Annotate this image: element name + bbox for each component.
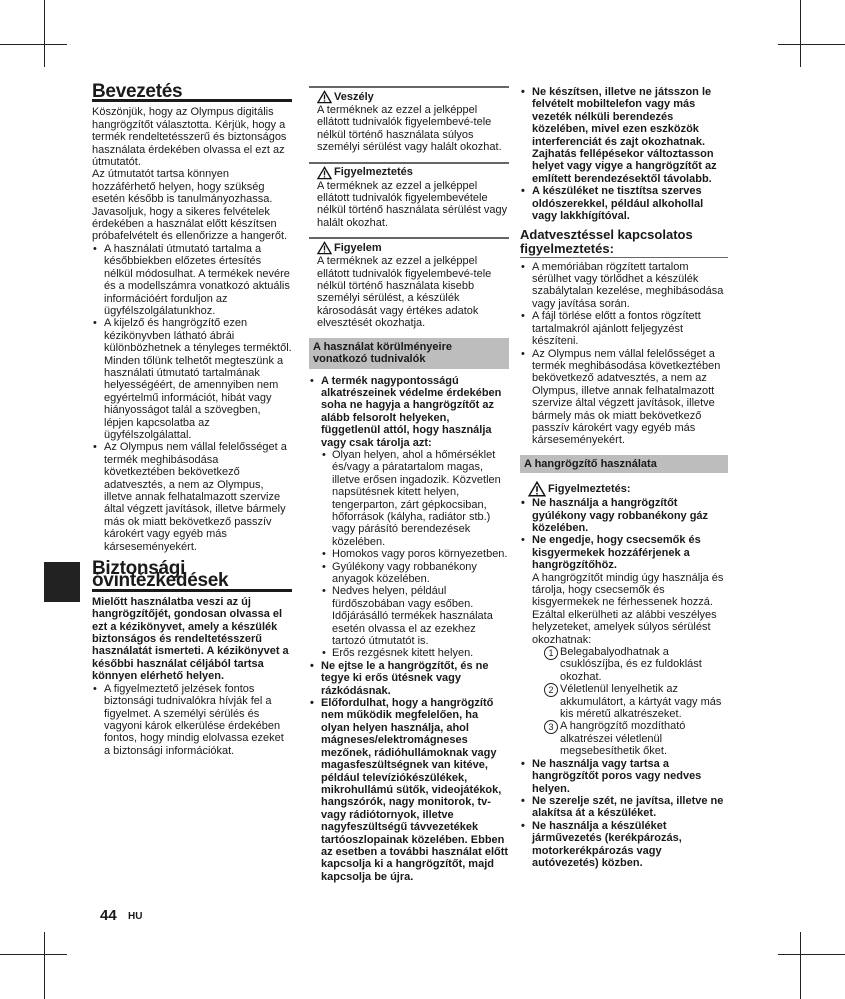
- intro-paragraph: Köszönjük, hogy az Olympus digitális hangrögzítőt választotta. Kérjük, hogy a termék rendeltetésszerű és biztonságos használata érdekében olvassa el ezt az útmutatót.: [92, 106, 287, 169]
- numbered-item: [544, 720, 728, 757]
- intro-paragraph-2: Az útmutatót tartsa könnyen hozzáférhető helyen, hogy szükség esetén később is tanulmányozhassa.: [92, 168, 273, 206]
- warning-label: Figyelmeztetés: [334, 166, 413, 179]
- recorder-warnings: [520, 497, 728, 869]
- sub-list-item: • Olyan helyen, ahol a hőmérséklet és/vagy a páratartalom magas, illetve erősen ingadozik. Közvetlen napsütésnek kitett helyen, tengerparton, zárt gépkocsiban, hőforrások (kályha, radiátor stb.) vagy párásító berendezések közelében.: [321, 449, 509, 548]
- circled-number: 1: [544, 646, 558, 660]
- list-item: • Az Olympus nem vállal felelősséget a termék meghibásodása következtében bekövetkező adatvesztés, a nem az Olympus, illetve annak felhatalmazott szervize által végzett javítások, illetve bármely más ok miatt bekövetkező passzív károkért vagy egyéb más kárseseményekért.: [92, 441, 292, 553]
- chapter-tab: [44, 562, 80, 602]
- warning-triangle-icon: [317, 166, 332, 180]
- sub-list-item: • Homokos vagy poros környezetben.: [321, 548, 509, 560]
- list-item: • A használati útmutató tartalma a későbbiekben előzetes értesítés nélkül módosulhat. A termékek nevére és a modellszámra vonatkozó aktuális információért forduljon az ügyfélszolgálatunkhoz.: [92, 243, 292, 317]
- list-item: • Ne készítsen, illetve ne játsszon le felvételt mobiltelefon vagy más vezeték nélküli berendezés közelében, mivel ezen eszközök interferenciát és zajt okozhatnak. Zajhatás fellépésekor változtasson helyet vagy vigye a hangrögzítőt az említett berendezésektől távolabb.: [520, 86, 728, 185]
- list-item: • A memóriában rögzített tartalom sérülhet vagy törlődhet a készülék szabálytalan kezelése, meghibásodása vagy javítása során.: [520, 261, 728, 311]
- list-item: • Ne használja vagy tartsa a hangrögzítőt poros vagy nedves helyen.: [520, 758, 728, 795]
- sub-list-item: • Nedves helyen, például fürdőszobában vagy esőben. Időjárásálló termékek használata esetén olvassa el az ezekhez tartozó útmutatót is.: [321, 585, 509, 647]
- numbered-item-text: Belegabalyodhatnak a csuklószíjba, és ez fuldoklást okozhat.: [560, 646, 702, 683]
- warning-label: Figyelem: [334, 242, 382, 255]
- warning-text: A terméknek az ezzel a jelképpel ellátott tudnivalók figyelembevétele nélkül történő használata sérülést vagy halált okozhat.: [317, 179, 508, 229]
- warning-text: A terméknek az ezzel a jelképpel ellátott tudnivalók figyelembevé-tele nélkül történő használata súlyos személyi sérülést vagy halált okozhat.: [317, 104, 502, 154]
- list-item: • Ne használja a hangrögzítőt gyúlékony vagy robbanékony gáz közelében.: [520, 497, 728, 534]
- warning-box-warning: [309, 162, 509, 230]
- list-item: • Ne szerelje szét, ne javítsa, illetve ne alakítsa át a készüléket.: [520, 795, 728, 820]
- section-title-safety: Biztonsági óvintézkedések: [92, 563, 292, 592]
- safety-intro: Mielőtt használatba veszi az új hangrögzítőjét, gondosan olvassa el ezt a kézikönyvet, amely a készülék biztonságos és rendeltetésszerű használatát ismerteti. A kézikönyvet a későbbi használat céljából tartsa könnyen elérhető helyen.: [92, 595, 289, 683]
- warning-item-title: • Ne engedje, hogy csecsemők és kisgyermekek hozzáférjenek a hangrögzítőhöz.: [532, 534, 701, 572]
- warning-heading: [520, 481, 728, 497]
- section-heading-usage: A használat körülményeire vonatkozó tudnivalók: [309, 338, 509, 369]
- list-item: • A kijelző és hangrögzítő ezen kézikönyvben látható ábrái különbözhetnek a tényleges terméktől. Minden tőlünk telhetőt megteszünk a használati útmutató tartalmának helyességéért, de amennyiben nem egyértelmű információt, hibát vagy hiányosságot talál a szövegben, lépjen kapcsolatba az ügyfélszolgálattal.: [92, 317, 292, 441]
- sub-list-item: • Erős rezgésnek kitett helyen.: [321, 647, 509, 659]
- data-loss-bullets: [520, 261, 728, 447]
- usage-bullets: [309, 375, 509, 884]
- circled-number: 2: [544, 683, 558, 697]
- numbered-item-text: Véletlenül lenyelhetik az akkumulátort, a kártyát vagy más kis méretű alkatrészeket.: [560, 683, 722, 721]
- data-loss-heading: Adatvesztéssel kapcsolatos figyelmeztetés:: [520, 228, 728, 257]
- column-1: [92, 81, 292, 757]
- page-number: 44: [100, 907, 117, 924]
- numbered-list: [532, 646, 728, 758]
- sub-list: [321, 449, 509, 660]
- warning-label: Figyelmeztetés:: [548, 482, 631, 495]
- numbered-item: [544, 683, 728, 720]
- column-2: [309, 86, 509, 883]
- safety-bullets: [92, 683, 292, 757]
- intro-bullets: [92, 243, 292, 553]
- warning-box-danger: [309, 86, 509, 154]
- list-item: • Ne használja a készüléket járművezetés (kerékpározás, motorkerékpározás vagy autóvezetés) közben.: [520, 820, 728, 870]
- usage-bullet-text: • A termék nagypontosságú alkatrészeinek védelme érdekében soha ne hagyja a hangrögzítőt az alább felsorolt helyeken, függetlenül attól, hogy használja vagy csak tárolja azt:: [321, 374, 502, 449]
- sub-list-item: • Gyúlékony vagy robbanékony anyagok közelében.: [321, 561, 509, 586]
- intro-paragraph-3: Javasoljuk, hogy a sikeres felvételek érdekében a használat előtt készítsen próbafelvételt és ellenőrizze a hangerőt.: [92, 205, 288, 243]
- warning-text: A terméknek az ezzel a jelképpel ellátott tudnivalók figyelembevé-tele nélkül történő használata kisebb személyi sérülést, a készülék károsodását vagy értékes adatok elvesztését okozhatja.: [317, 255, 492, 330]
- warning-triangle-icon: [528, 481, 546, 497]
- language-code: HU: [128, 911, 143, 922]
- list-item: • A fájl törlése előtt a fontos rögzített tartalmakról ajánlott feljegyzést készíteni.: [520, 310, 728, 347]
- warning-triangle-icon: [317, 90, 332, 104]
- page-title: Bevezetés: [92, 86, 292, 102]
- warning-box-caution: [309, 237, 509, 329]
- column-3: [520, 86, 728, 869]
- numbered-item: [544, 646, 728, 683]
- list-item: [309, 375, 509, 660]
- section-heading-recorder: A hangrögzítő használata: [520, 455, 728, 473]
- warning-label: Veszély: [334, 90, 374, 103]
- list-item: • Előfordulhat, hogy a hangrögzítő nem működik megfelelően, ha olyan helyen használja, ahol mágneses/elektromágneses mezőnek, rádióhullámoknak vagy magasfeszültségnek van kitéve, például televíziókészülékek, mikrohullámú sütők, videojátékok, hangszórók, nagy monitorok, tv- vagy rádiótornyok, illetve nagyfeszültségű távvezetékek tartóoszlopainak közelében. Ebben az esetben a további használat előtt kapcsolja ki a hangrögzítőt, majd kapcsolja be újra.: [309, 697, 509, 883]
- warning-triangle-icon: [317, 241, 332, 255]
- usage-bullets-cont: [520, 86, 728, 222]
- numbered-item-text: A hangrögzítő mozdítható alkatrészei véletlenül megsebesíthetik őket.: [560, 720, 686, 758]
- warning-item-text: A hangrögzítőt mindig úgy használja és tárolja, hogy csecsemők és kisgyermekek ne férhessenek hozzá. Ezáltal elkerülheti az alábbi veszélyes helyzeteket, amelyek súlyos sérülést okozhatnak:: [532, 571, 724, 646]
- list-item: • A készüléket ne tisztítsa szerves oldószerekkel, például alkohollal vagy lakkhígítóval.: [520, 185, 728, 222]
- circled-number: 3: [544, 720, 558, 734]
- list-item: • Ne ejtse le a hangrögzítőt, és ne tegye ki erős ütésnek vagy rázkódásnak.: [309, 660, 509, 697]
- list-item: • Az Olympus nem vállal felelősséget a termék meghibásodása következtében bekövetkező adatvesztés, a nem az Olympus, illetve annak felhatalmazott szervize által végzett javítások, illetve bármely más ok miatt bekövetkező passzív károkért vagy egyéb más kárseseményekért.: [520, 348, 728, 447]
- list-item: [520, 534, 728, 757]
- list-item: • A figyelmeztető jelzések fontos biztonsági tudnivalókra hívják fel a figyelmet. A személyi sérülés és vagyoni károk elkerülése érdekében fontos, hogy mindig elolvassa ezeket a biztonsági információkat.: [92, 683, 292, 757]
